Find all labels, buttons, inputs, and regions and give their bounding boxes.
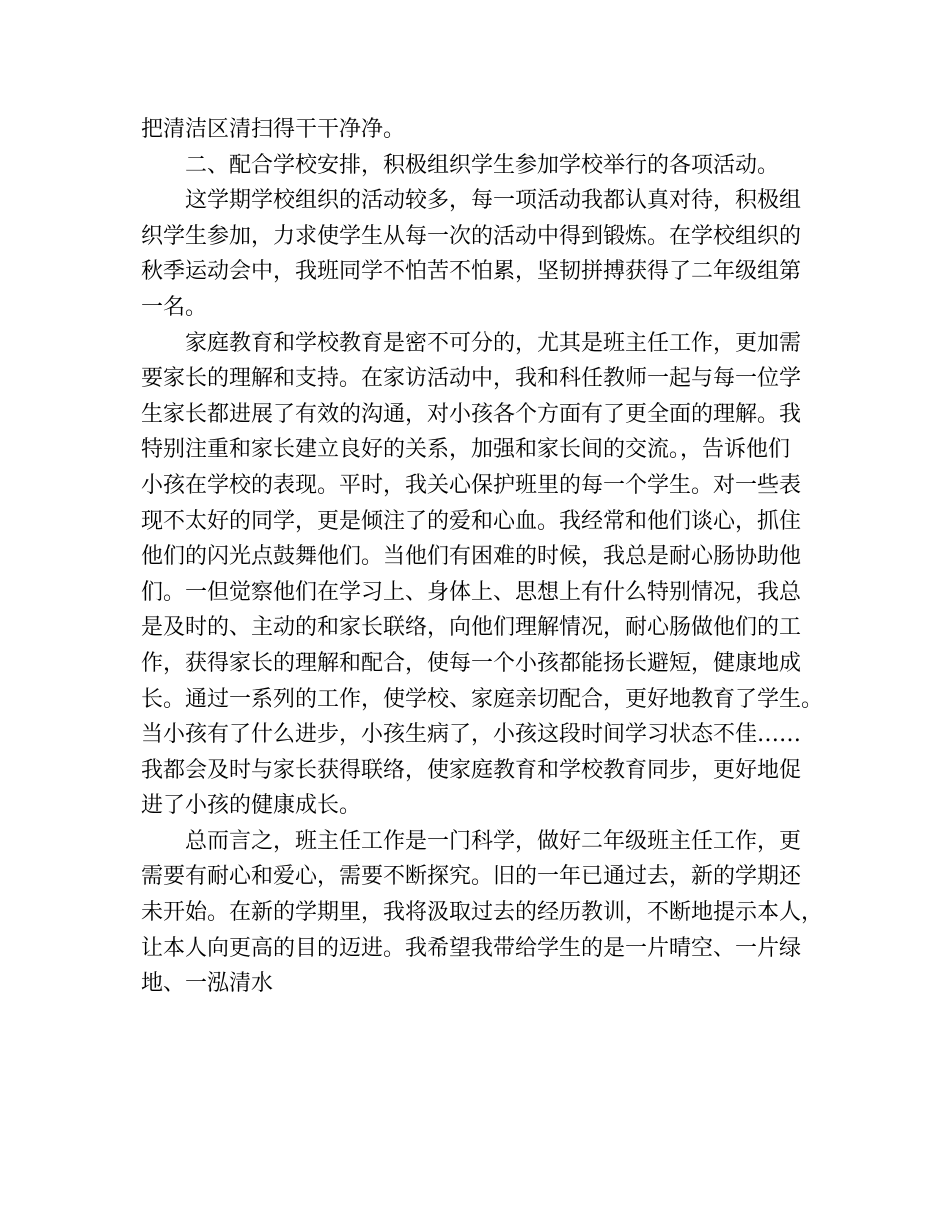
text-line: 他们的闪光点鼓舞他们。当他们有困难的时候，我总是耐心肠协助他 <box>141 544 802 570</box>
text-line: 当小孩有了什么进步，小孩生病了，小孩这段时间学习状态不佳…… <box>141 722 802 748</box>
text-line: 一名。 <box>141 294 208 320</box>
text-line: 生家长都进展了有效的沟通，对小孩各个方面有了更全面的理解。我 <box>141 401 802 427</box>
text-line: 未开始。在新的学期里，我将汲取过去的经历教训，不断地提示本人， <box>141 900 824 926</box>
text-line: 总而言之，班主任工作是一门科学，做好二年级班主任工作，更 <box>141 828 802 854</box>
text-line: 秋季运动会中，我班同学不怕苦不怕累，坚韧拼搏获得了二年级组第 <box>141 259 802 285</box>
section-heading: 二、配合学校安排，积极组织学生参加学校举行的各项活动。 <box>141 152 780 178</box>
text-line: 作，获得家长的理解和配合，使每一个小孩都能扬长避短，健康地成 <box>141 650 802 676</box>
text-line: 要家长的理解和支持。在家访活动中，我和科任教师一起与每一位学 <box>141 366 802 392</box>
text-line: 现不太好的同学，更是倾注了的爱和心血。我经常和他们谈心，抓住 <box>141 508 802 534</box>
text-line: 地、一泓清水 <box>141 971 274 997</box>
text-line: 特别注重和家长建立良好的关系，加强和家长间的交流。，告诉他们 <box>141 437 791 463</box>
text-line: 需要有耐心和爱心，需要不断探究。旧的一年已通过去，新的学期还 <box>141 864 802 890</box>
text-line: 进了小孩的健康成长。 <box>141 793 362 819</box>
text-line: 是及时的、主动的和家长联络，向他们理解情况，耐心肠做他们的工 <box>141 615 802 641</box>
text-line: 这学期学校组织的活动较多，每一项活动我都认真对待，积极组 <box>141 188 802 214</box>
text-line: 家庭教育和学校教育是密不可分的，尤其是班主任工作，更加需 <box>141 330 802 356</box>
text-line: 们。一但觉察他们在学习上、身体上、思想上有什么特别情况，我总 <box>141 579 802 605</box>
text-line: 小孩在学校的表现。平时，我关心保护班里的每一个学生。对一些表 <box>141 472 802 498</box>
text-line: 把清洁区清扫得干干净净。 <box>141 117 406 142</box>
text-line: 织学生参加，力求使学生从每一次的活动中得到锻炼。在学校组织的 <box>141 223 802 249</box>
text-line: 让本人向更高的目的迈进。我希望我带给学生的是一片晴空、一片绿 <box>141 935 802 961</box>
document-body <box>141 112 831 1002</box>
text-line: 长。通过一系列的工作，使学校、家庭亲切配合，更好地教育了学生。 <box>141 686 824 712</box>
text-line: 我都会及时与家长获得联络，使家庭教育和学校教育同步，更好地促 <box>141 757 802 783</box>
